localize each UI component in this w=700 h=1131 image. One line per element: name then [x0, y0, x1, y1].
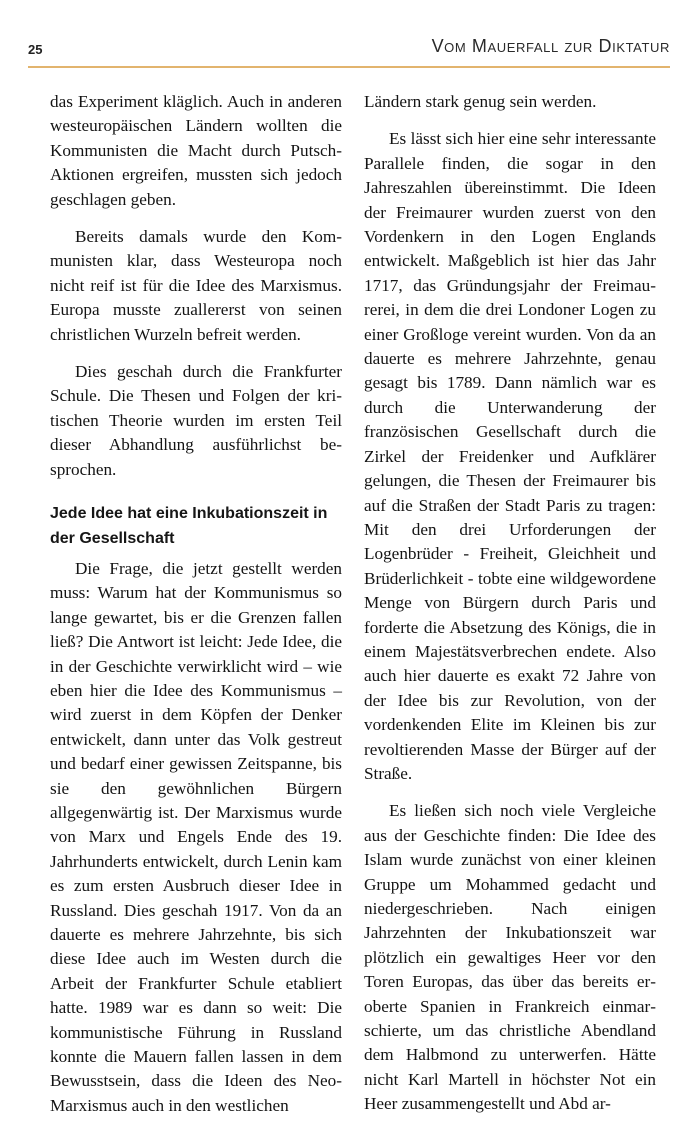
section-heading: Jede Idee hat eine Inkubationszeit in der Gesellschaft: [50, 505, 328, 547]
paragraph: Ländern stark genug sein werden.: [364, 92, 597, 111]
right-column: [364, 90, 656, 1130]
paragraph: Es ließen sich noch viele Vergleiche aus der Geschichte finden: Die Idee des Islam wurde zunächst von einer kleinen Gruppe um Mohammed gedacht und niedergeschrieben. Nach einigen Jahrzehnten der Inkubationszeit war plötzlich ein gewaltiges Heer vor den Toren Europas, das über das bereits eroberte Spanien in Frankreich einmarschierte, um das christliche Abendland dem Halbmond zu unterwerfen. Hätte nicht Karl Martell in höchster Not ein Heer zusammengestellt und Abd ar-: [364, 801, 656, 1114]
header-divider: [28, 66, 670, 68]
paragraph: das Experiment kläglich. Auch in anderen westeuropäischen Ländern wollten die Kommunisten die Macht durch Putsch-Aktionen ergreifen, mussten sich jedoch geschlagen geben.: [50, 92, 342, 209]
page-header: [28, 30, 670, 64]
page-number: 25: [28, 42, 43, 57]
paragraph: Bereits damals wurde den Kommunisten klar, dass Westeuropa noch nicht reif ist für die Idee des Marxismus. Europa musste zuallererst von seinen christlichen Wurzeln befreit werden.: [50, 227, 342, 344]
paragraph: Die Frage, die jetzt gestellt werden muss: Warum hat der Kommunismus so lange gewartet, bis er die Grenzen fallen ließ? Die Antwort ist leicht: Jede Idee, die in der Geschichte verwirklicht wird – wie eben hier die Idee des Kommunismus – wird zuerst in dem Köpfen der Denker entwickelt, dann unter das Volk gestreut und bedarf einer gewissen Zeitspanne, bis sie den gewöhnlichen Bürgern allgegenwärtig ist. Der Marxismus wurde von Marx und Engels Ende des 19. Jahrhunderts entwickelt, durch Lenin kam es zum ersten Ausbruch dieser Idee in Russland. Dies geschah 1917. Von da an dauerte es mehrere Jahrzehnte, bis sich diese Idee auch im Westen durch die Arbeit der Frankfurter Schule etabliert hatte. 1989 war es dann so weit: Die kommunistische Führung in Russland konnte die Mauern fallen lassen in dem Bewusstsein, dass die Ideen des Neo-Marxismus auch in den westlichen: [50, 558, 342, 1115]
left-column: [50, 90, 342, 1131]
paragraph: Dies geschah durch die Frankfurter Schule. Die Thesen und Folgen der kritischen Theorie wurden im ersten Teil dieser Abhandlung ausführlichst besprochen.: [50, 362, 342, 479]
running-title: Vom Mauerfall zur Diktatur: [431, 36, 670, 56]
paragraph: Es lässt sich hier eine sehr interessante Parallele finden, die sogar in den Jahreszahlen übereinstimmt. Die Ideen der Freimaurer wurden zuerst von den Vordenkern in den Logen Englands entwickelt. Maßgeblich ist hier das Jahr 1717, das Gründungsjahr der Freimaurerei, in dem die drei Londoner Logen zu einer Großloge vereint wurden. Von da an dauerte es mehrere Jahrzehnte, genau gesagt bis 1789. Dann nämlich war es durch die Unterwanderung der französischen Gesellschaft durch die Zirkel der Freidenker und Aufklärer gelungen, die Thesen der Freimaurer bis auf die Straßen der Stadt Paris zu tragen: Mit den drei Urforderungen der Logenbrüder - Freiheit, Gleichheit und Brüderlichkeit - tobte eine wildgewordene Menge von Bürgern durch Paris und forderte die Absetzung des Königs, die in einem Majestätsverbrechen endete. Also auch hier dauerte es exakt 72 Jahre von der Idee bis zur Revolution, von der vordenkenden Elite im Kleinen bis zur revoltierenden Masse der Bürger auf der Straße.: [364, 129, 656, 783]
